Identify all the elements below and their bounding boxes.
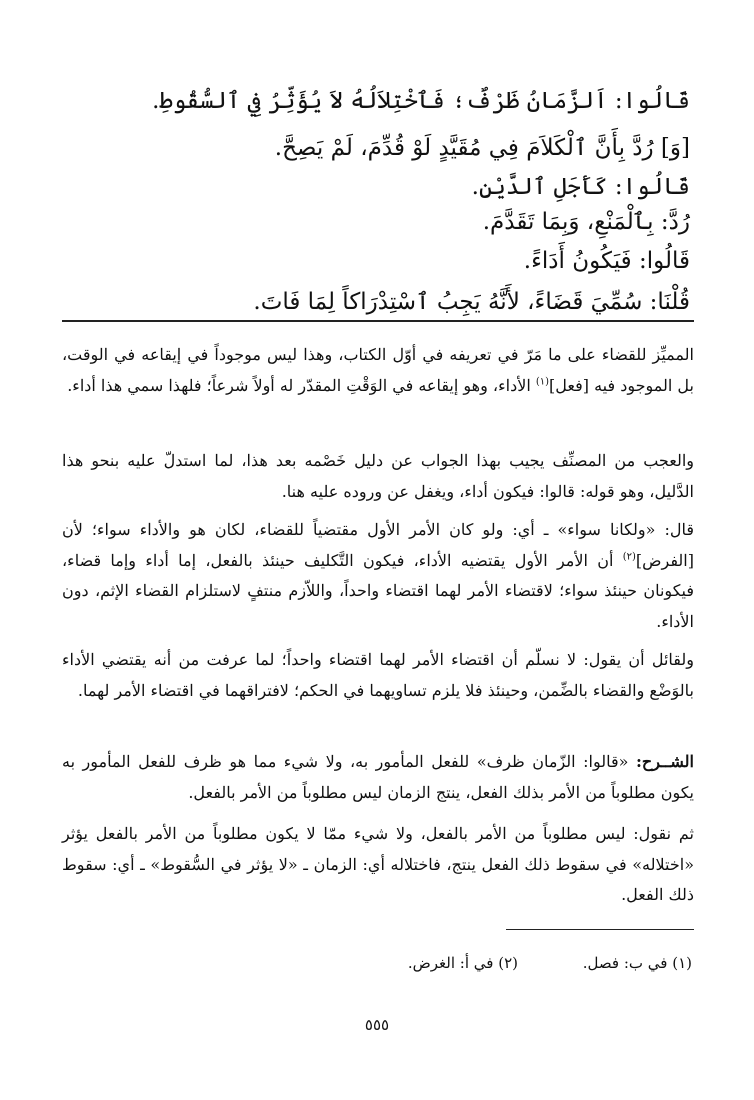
footnote-ref: (١): [535, 376, 550, 388]
commentary-paragraph: ثم نقول: ليس مطلوباً من الأمر بالفعل، ولا شيء ممّا لا يكون مطلوباً من الأمر بالفعل يؤثر «اختلاله» في سقوط ذلك الفعل ينتج، فاختلاله أي: الزمان ـ «لا يؤثر في السُّقوط» ـ أي: سقوط ذلك الفعل.: [62, 824, 694, 904]
footnote-ref: (٢): [622, 551, 636, 563]
section-label: الشــرح:: [635, 752, 694, 771]
commentary-paragraph: ولقائل أن يقول: لا نسلّم أن اقتضاء الأمر لهما اقتضاء واحداً؛ لما عرفت من أنه يقتضي الأداء بالوَضْع والقضاء بالضِّمن، وحينئذ فلا يلزم تساويهما في الحكم؛ لافتراقهما في اقتضاء الأمر لهما.: [62, 650, 694, 700]
paragraph-text: قال: «ولكانا سواء» ـ أي: ولو كان الأمر الأول مقتضياً للقضاء، لكان هو والأداء سواء؛ لأن [الفرض]: [62, 520, 694, 570]
commentary-paragraph: والعجب من المصنِّف يجيب بهذا الجواب عن دليل خَصْمه بعد هذا، لما استدلّ عليه بنحو هذا الدَّليل، وهو قوله: قالوا: فيكون أداء، ويغفل عن وروده عليه هنا.: [62, 451, 695, 501]
verse-line: رُدَّ: بِٱلْمَنْعِ، وَبِمَا تَقَدَّمَ.: [482, 209, 690, 235]
footnote: (٢) في أ: الغرض.: [407, 954, 518, 972]
verse-line: [وَ] رُدَّ بِأَنَّ ٱلْكَلاَمَ فِي مُقَيَّدٍ لَوْ قُدِّمَ، لَمْ يَصِحَّ.: [274, 135, 690, 161]
footnote-rule: [506, 929, 694, 930]
commentary-paragraph: [62, 747, 694, 808]
verse-line: قَالُوا: اَلزَّمَانُ ظَرْفٌ؛ فَٱخْتِلاَلُهُ لاَ يُؤَثِّرُ فِي ٱلسُّقُوطِ.: [152, 88, 690, 114]
footnotes: [60, 950, 692, 976]
section-divider: [62, 320, 694, 322]
page-number: ٥٥٥: [364, 1016, 390, 1034]
commentary-paragraph: [62, 340, 694, 401]
paragraph-text: المميِّز للقضاء على ما مَرّ في تعريفه في أوّل الكتاب، وهذا ليس موجوداً في إيقاعه في الوقت، بل الموجود فيه [فعل]: [62, 345, 694, 395]
paragraph-text: الأداء، وهو إيقاعه في الوَقْتِ المقدّر له أولاً شرعاً؛ فلهذا سمي هذا أداء.: [67, 375, 536, 395]
verse-line: قُلْنَا: سُمِّيَ قَضَاءً، لأَنَّهُ يَجِبُ ٱسْتِدْرَاكاً لِمَا فَاتَ.: [253, 289, 690, 315]
verse-line: قَالُوا: فَيَكُونُ أَدَاءً.: [523, 248, 690, 274]
footnote: (١) في ب: فصل.: [582, 954, 692, 972]
commentary-paragraph: [62, 515, 694, 637]
verse-line: قَالُوا: كَأَجَلِ ٱلدَّيْنِ.: [471, 174, 690, 200]
paragraph-text: «قالوا: الزّمان ظرف» للفعل المأمور به، ولا شيء مما هو ظرف للفعل المأمور به يكون مطلوباً من الأمر بذلك الفعل، ينتج الزمان ليس مطلوباً من الأمر بالفعل.: [62, 752, 694, 802]
paragraph-text: أن الأمر الأول يقتضيه الأداء، فيكون التَّكليف حينئذ بالفعل، إما أداء وإما قضاء، فيكونان حينئذ سواء؛ لاقتضاء الأمر لهما اقتضاء واحداً، واللاّزم منتفٍ لاستلزام القضاء الإثم، دون الأداء.: [62, 550, 694, 631]
